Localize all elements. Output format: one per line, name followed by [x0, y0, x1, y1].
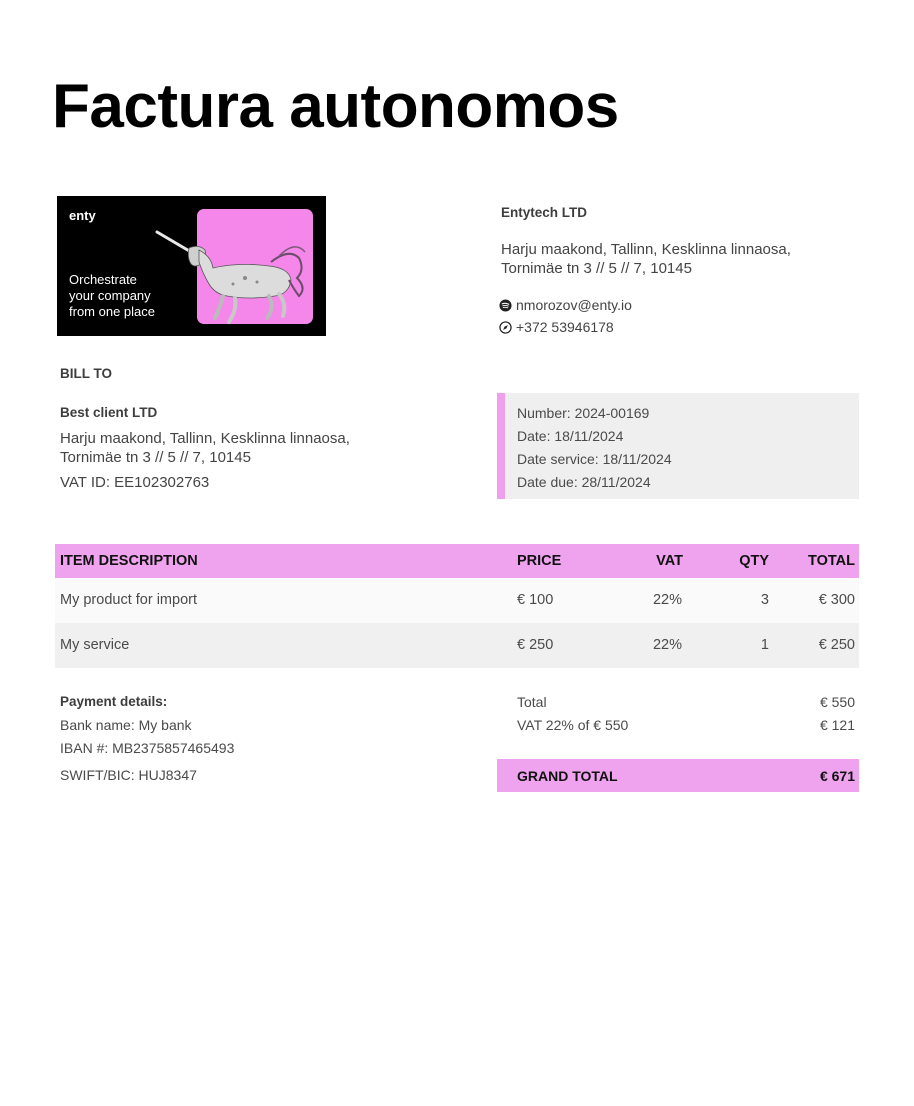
client-vat-id: VAT ID: EE102302763 — [60, 474, 210, 491]
invoice-meta-box — [497, 393, 859, 499]
company-logo-banner — [57, 196, 326, 336]
seller-email[interactable]: nmorozov@enty.io — [516, 297, 632, 313]
payment-details-label: Payment details: — [60, 694, 168, 709]
payment-swift: SWIFT/BIC: HUJ8347 — [60, 767, 197, 783]
item-total: € 300 — [818, 592, 855, 608]
unicorn-illustration — [149, 218, 309, 328]
table-row — [55, 623, 859, 668]
items-table-header — [55, 544, 859, 578]
client-address-line: Harju maakond, Tallinn, Kesklinna linnaosa, — [60, 430, 350, 447]
logo-tagline-line: from one place — [69, 304, 155, 319]
item-price: € 250 — [517, 637, 554, 653]
item-qty: 1 — [760, 637, 769, 653]
header-description: ITEM DESCRIPTION — [60, 553, 198, 569]
seller-address-line: Tornimäe tn 3 // 5 // 7, 10145 — [501, 260, 692, 277]
grand-total-value: € 671 — [819, 768, 855, 784]
client-name: Best client LTD — [60, 405, 158, 420]
item-description: My product for import — [60, 592, 197, 608]
grand-total-bar — [497, 759, 859, 792]
logo-tagline-line: Orchestrate — [69, 272, 137, 287]
logo-brand: enty — [69, 208, 96, 223]
total-value: € 550 — [819, 694, 855, 710]
grand-total-label: GRAND TOTAL — [517, 768, 618, 784]
client-address — [60, 429, 350, 467]
bill-to-label: BILL TO — [60, 366, 113, 381]
total-label: Total — [517, 694, 547, 710]
invoice-number: Number: 2024-00169 — [517, 405, 650, 421]
seller-name: Entytech LTD — [501, 205, 588, 220]
payment-bank: Bank name: My bank — [60, 717, 192, 733]
item-vat: 22% — [652, 592, 682, 608]
seller-email-row — [499, 297, 632, 313]
header-vat: VAT — [656, 553, 683, 569]
header-total: TOTAL — [808, 553, 855, 569]
seller-phone-row — [499, 319, 614, 335]
item-description: My service — [60, 637, 130, 653]
logo-tagline-line: your company — [69, 288, 151, 303]
phone-icon — [499, 321, 512, 334]
table-row — [55, 578, 859, 623]
client-address-line: Tornimäe tn 3 // 5 // 7, 10145 — [60, 449, 251, 466]
vat-label: VAT 22% of € 550 — [517, 717, 629, 733]
invoice-date-due: Date due: 28/11/2024 — [517, 474, 651, 490]
vat-value: € 121 — [819, 717, 855, 733]
item-qty: 3 — [760, 592, 769, 608]
header-price: PRICE — [517, 553, 562, 569]
item-price: € 100 — [517, 592, 554, 608]
item-total: € 250 — [818, 637, 855, 653]
payment-iban: IBAN #: MB2375857465493 — [60, 740, 235, 756]
invoice-date: Date: 18/11/2024 — [517, 428, 624, 444]
item-vat: 22% — [652, 637, 682, 653]
email-icon — [499, 299, 512, 312]
items-table — [55, 544, 859, 668]
seller-address — [501, 240, 791, 278]
page-title: Factura autonomos — [52, 72, 619, 141]
seller-phone[interactable]: +372 53946178 — [516, 319, 614, 335]
invoice-date-service: Date service: 18/11/2024 — [517, 451, 672, 467]
header-qty: QTY — [739, 553, 769, 569]
seller-address-line: Harju maakond, Tallinn, Kesklinna linnaosa, — [501, 241, 791, 258]
